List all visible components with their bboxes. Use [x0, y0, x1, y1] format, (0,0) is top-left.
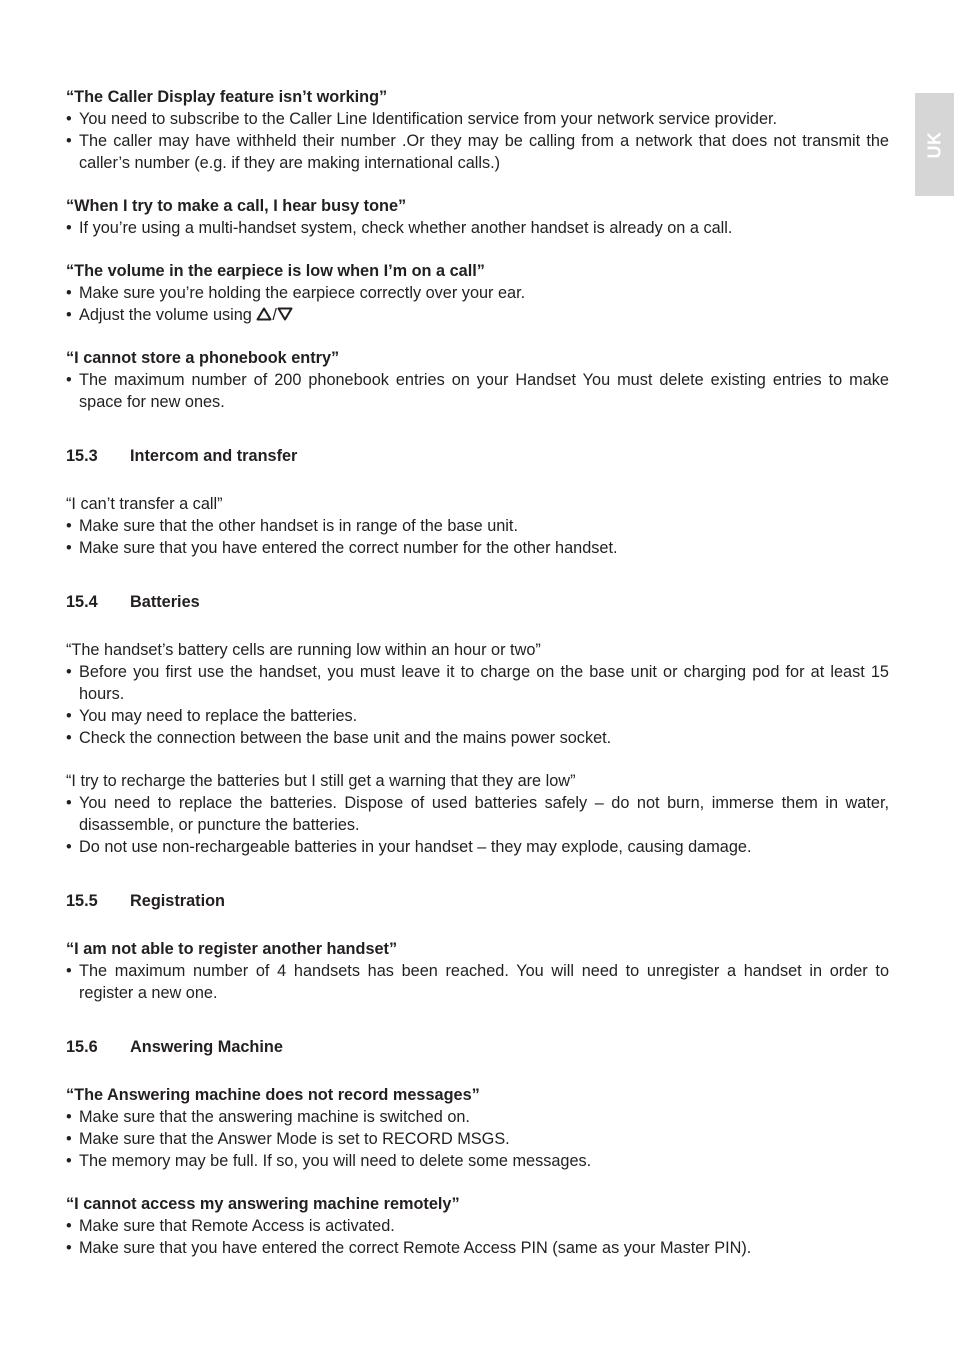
volume-down-icon	[277, 307, 293, 321]
volume-separator: /	[272, 306, 277, 324]
section-heading-15-6	[66, 1036, 889, 1058]
remote-access-heading: “I cannot access my answering machine remotely”	[66, 1195, 460, 1213]
list-item: • You need to subscribe to the Caller Line Identification service from your network service provider.	[66, 108, 889, 130]
language-tab-label: UK	[924, 131, 944, 158]
volume-heading: “The volume in the earpiece is low when I’m on a call”	[66, 262, 485, 280]
list-item: • Do not use non-rechargeable batteries in your handset – they may explode, causing damage.	[66, 836, 889, 858]
list-item: • Make sure that you have entered the correct number for the other handset.	[66, 537, 889, 559]
list-item: • Check the connection between the base unit and the mains power socket.	[66, 727, 889, 749]
record-messages-heading: “The Answering machine does not record messages”	[66, 1086, 480, 1104]
busy-tone-heading: “When I try to make a call, I hear busy tone”	[66, 197, 407, 215]
section-title: Batteries	[130, 593, 200, 611]
list-item: • Before you first use the handset, you must leave it to charge on the base unit or charging pod for at least 15 hours.	[66, 661, 889, 705]
adjust-volume-text: Adjust the volume using	[79, 306, 252, 324]
list-item: • Make sure that Remote Access is activated.	[66, 1215, 889, 1237]
language-tab	[915, 93, 954, 196]
list-item: • The caller may have withheld their number .Or they may be calling from a network that does not transmit the caller’s number (e.g. if they are making international calls.)	[66, 130, 889, 174]
list-item: • You may need to replace the batteries.	[66, 705, 889, 727]
list-item: • If you’re using a multi-handset system, check whether another handset is already on a call.	[66, 217, 889, 239]
list-item: • Make sure that the other handset is in range of the base unit.	[66, 515, 889, 537]
section-number: 15.3	[66, 447, 98, 465]
section-number: 15.5	[66, 892, 98, 910]
question-text: “I try to recharge the batteries but I still get a warning that they are low”	[66, 772, 576, 790]
section-heading-15-5	[66, 890, 889, 912]
list-item: • Make sure you’re holding the earpiece correctly over your ear.	[66, 282, 889, 304]
list-item: • You need to replace the batteries. Dispose of used batteries safely – do not burn, immerse them in water, disassemble, or puncture the batteries.	[66, 792, 889, 836]
list-item: • Make sure that you have entered the correct Remote Access PIN (same as your Master PIN).	[66, 1237, 889, 1259]
list-item: • The memory may be full. If so, you will need to delete some messages.	[66, 1150, 889, 1172]
list-item: • Make sure that the answering machine is switched on.	[66, 1106, 889, 1128]
section-heading-15-3	[66, 445, 889, 467]
volume-up-icon	[256, 307, 272, 321]
question-text: “I can’t transfer a call”	[66, 495, 223, 513]
list-item-adjust-volume	[66, 304, 889, 326]
section-title: Registration	[130, 892, 225, 910]
section-number: 15.4	[66, 593, 98, 611]
troubleshooting-content	[66, 86, 889, 1259]
list-item: • The maximum number of 4 handsets has been reached. You will need to unregister a handset in order to register a new one.	[66, 960, 889, 1004]
list-item: • The maximum number of 200 phonebook entries on your Handset You must delete existing entries to make space for new ones.	[66, 369, 889, 413]
phonebook-heading: “I cannot store a phonebook entry”	[66, 349, 340, 367]
question-text: “The handset’s battery cells are running low within an hour or two”	[66, 641, 541, 659]
section-title: Intercom and transfer	[130, 447, 298, 465]
section-number: 15.6	[66, 1038, 98, 1056]
section-title: Answering Machine	[130, 1038, 283, 1056]
caller-display-heading: “The Caller Display feature isn’t working”	[66, 88, 388, 106]
register-heading: “I am not able to register another handset”	[66, 940, 398, 958]
section-heading-15-4	[66, 591, 889, 613]
list-item: • Make sure that the Answer Mode is set to RECORD MSGS.	[66, 1128, 889, 1150]
